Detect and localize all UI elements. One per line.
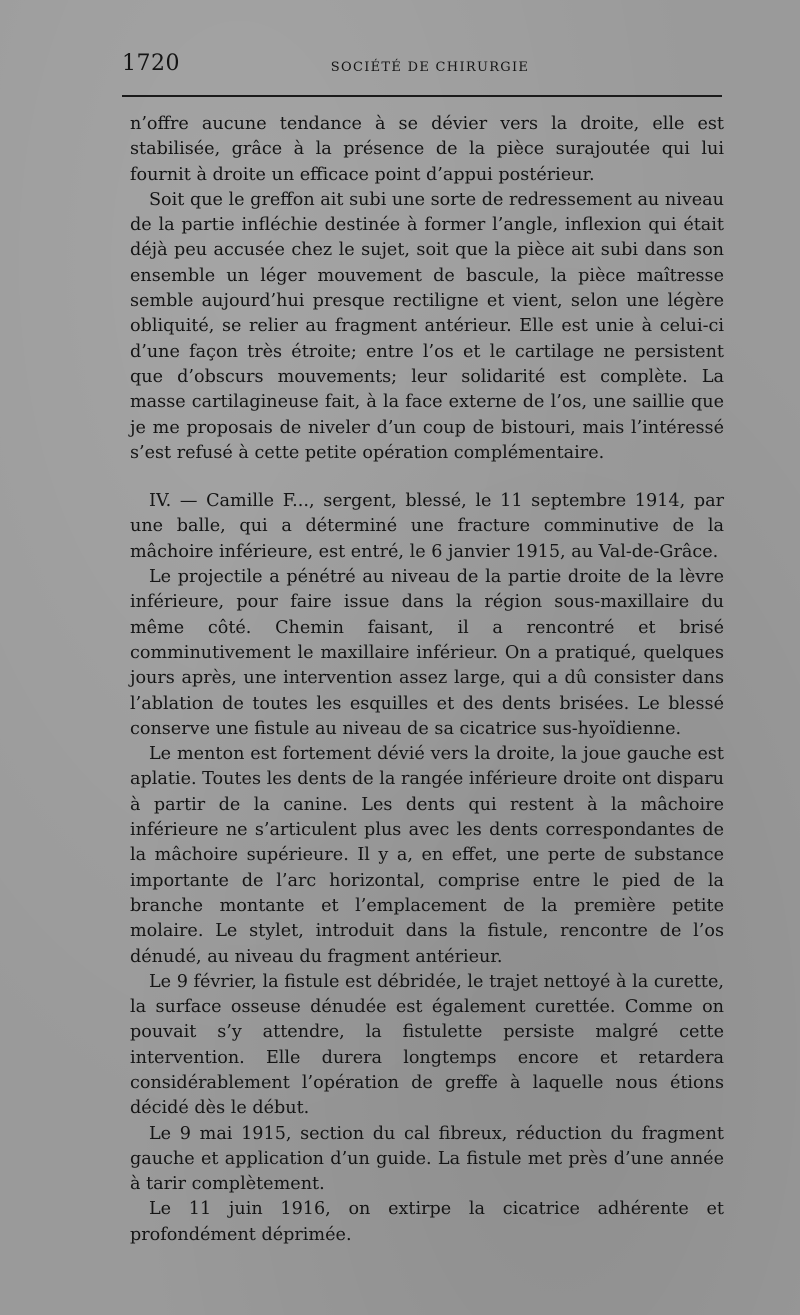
running-title: SOCIÉTÉ DE CHIRURGIE [330,60,530,75]
paragraph-continuation: n’offre aucune tendance à se dévier vers la droite, elle est stabilisée, grâce à la présence de la pièce surajoutée qui lui fournit à droite un efficace point d’appui postérieur. [130,114,724,185]
page-number: 1720 [122,51,180,76]
paragraph: Soit que le greffon ait subi une sorte de redressement au niveau de la partie infléchie destinée à former l’angle, inflexion qui était déjà peu accusée chez le sujet, soit que la pièce ait subi dans son ensemble un léger mouvement de bascule, la pièce maîtresse semble aujourd’hui presque rectiligne et vient, selon une légère obliquité, se relier au fragment antérieur. Elle est unie à celui-ci d’une façon très étroite; entre l’os et le cartilage ne persistent que d’obscurs mouvements; leur solidarité est complète. La masse cartilagineuse fait, à la face externe de l’os, une saillie que je me proposais de niveler d’un coup de bistouri, mais l’intéressé s’est refusé à cette petite opération complémentaire. [130,189,724,463]
body-text [130,112,724,1248]
paragraph: Le 11 juin 1916, on extirpe la cicatrice adhérente et profondément déprimée. [130,1199,724,1245]
paragraph: Le 9 février, la fistule est débridée, le trajet nettoyé à la curette, la surface osseuse dénudée est également curettée. Comme on pouvait s’y attendre, la fistulette persiste malgré cette intervention. Elle durera longtemps encore et retardera considérablement l’opération de greffe à laquelle nous étions décidé dès le début. [130,971,724,1119]
case-heading-paragraph: IV. — Camille F..., sergent, blessé, le 11 septembre 1914, par une balle, qui a déterminé une fracture comminutive de la mâchoire inférieure, est entré, le 6 janvier 1915, au Val-de-Grâce. [130,491,724,562]
paragraph: Le projectile a pénétré au niveau de la partie droite de la lèvre inférieure, pour faire issue dans la région sous-maxillaire du même côté. Chemin faisant, il a rencontré et brisé comminutivement le maxillaire inférieur. On a pratiqué, quelques jours après, une intervention assez large, qui a dû consister dans l’ablation de toutes les esquilles et des dents brisées. Le blessé conserve une fistule au niveau de sa cicatrice sus-hyoïdienne. [130,567,724,739]
paragraph: Le 9 mai 1915, section du cal fibreux, réduction du fragment gauche et application d’un guide. La fistule met près d’une année à tarir complètement. [130,1123,724,1195]
paragraph: Le menton est fortement dévié vers la droite, la joue gauche est aplatie. Toutes les dents de la rangée inférieure droite ont disparu à partir de la canine. Les dents qui restent à la mâchoire inférieure ne s’articulent plus avec les dents correspondantes de la mâchoire supérieure. Il y a, en effet, une perte de substance importante de l’arc horizontal, comprise entre le pied de la branche montante et l’emplacement de la première petite molaire. Le stylet, introduit dans la fistule, rencontre de l’os dénudé, au niveau du fragment antérieur. [130,744,724,967]
header-rule [122,95,722,97]
